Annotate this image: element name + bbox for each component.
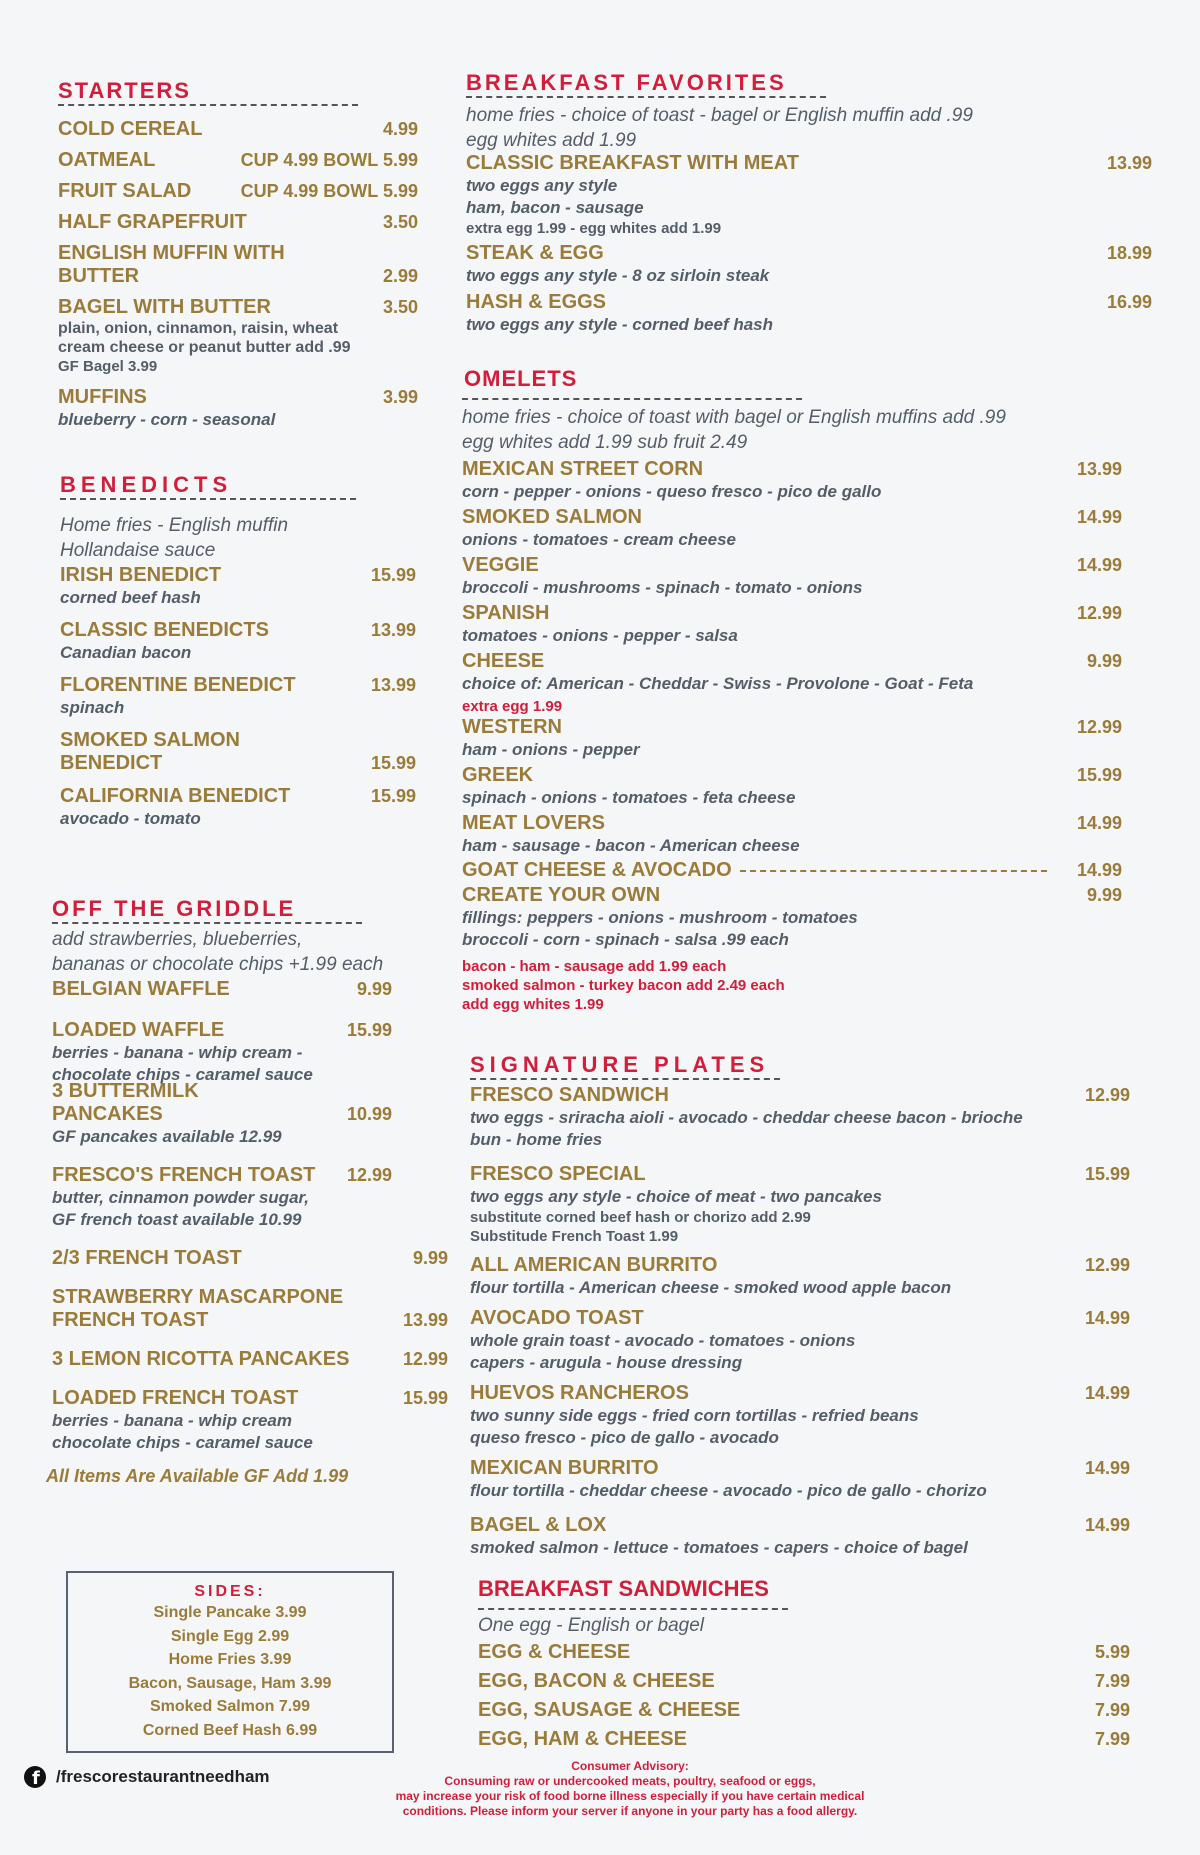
menu-item-oatmeal: OATMEAL CUP 4.99 BOWL 5.99 [58,149,418,171]
side-item: Corned Beef Hash 6.99 [142,1721,318,1739]
omelets-divider [462,398,802,400]
menu-item-smoked-salmon-benedict: SMOKED SALMON BENEDICT 15.99 [60,729,416,774]
facebook-icon: f [24,1766,46,1788]
menu-item-half-grapefruit: HALF GRAPEFRUIT 3.50 [58,211,418,233]
sandwiches-intro: One egg - English or bagel [478,1615,705,1636]
breakfast-favorites-intro: home fries - choice of toast - bagel or English muffin add .99 [466,105,973,126]
advisory-line: conditions. Please inform your server if anyone in your party has a food allergy. [402,1804,858,1818]
advisory-line: may increase your risk of food borne illness especially if you have certain medical [395,1789,865,1803]
signature-section [470,1052,1130,1559]
sandwiches-section [478,1576,1130,1751]
side-item: Single Pancake 3.99 [153,1604,307,1621]
consumer-advisory [300,1759,960,1819]
menu-item-mexican-street-corn: MEXICAN STREET CORN 13.99 corn - pepper - onions - queso fresco - pico de gallo [462,458,1122,501]
benedicts-intro: Home fries - English muffin [60,515,289,536]
signature-heading: SIGNATURE PLATES [470,1052,770,1077]
side-item: Bacon, Sausage, Ham 3.99 [128,1674,332,1692]
menu-item-classic-benedicts: CLASSIC BENEDICTS 13.99 Canadian bacon [60,619,416,662]
sandwiches-heading: BREAKFAST SANDWICHES [478,1576,769,1601]
menu-item-loaded-waffle: LOADED WAFFLE 15.99 berries - banana - whip cream - chocolate chips - caramel sauce [52,1019,392,1084]
sides-box [66,1571,394,1753]
facebook-handle: /frescorestaurantneedham [56,1767,270,1786]
menu-item-create-your-own: CREATE YOUR OWN 9.99 fillings: peppers - onions - mushroom - tomatoes broccoli - corn - spinach - salsa .99 each [462,884,1122,949]
breakfast-favorites-heading: BREAKFAST FAVORITES [466,70,787,95]
menu-item-fresco-special: FRESCO SPECIAL 15.99 two eggs any style - choice of meat - two pancakes substitute corned beef hash or chorizo add 2.99 Substitude French Toast 1.99 [470,1163,1130,1245]
menu-item-fruit-salad: FRUIT SALAD CUP 4.99 BOWL 5.99 [58,180,418,202]
omelets-heading: OMELETS [464,366,578,391]
menu-item-loaded-french-toast: LOADED FRENCH TOAST 15.99 berries - banana - whip cream chocolate chips - caramel sauce [52,1387,448,1452]
benedicts-section [60,472,416,830]
side-item: Smoked Salmon 7.99 [149,1698,311,1715]
menu-item-lemon-ricotta: 3 LEMON RICOTTA PANCAKES 12.99 [52,1348,448,1370]
starters-heading: STARTERS [58,78,191,103]
griddle-section [46,896,448,1487]
breakfast-favorites-intro-2: egg whites add 1.99 [466,130,637,151]
griddle-intro: add strawberries, blueberries, [52,929,303,950]
menu-item-2-3-french-toast: 2/3 FRENCH TOAST 9.99 [52,1247,448,1269]
side-item: Single Egg 2.99 [170,1627,290,1645]
advisory-title: Consumer Advisory: [571,1759,689,1773]
sides-heading: SIDES: [194,1583,266,1600]
menu-item-cold-cereal: COLD CEREAL 4.99 [58,118,418,140]
sandwiches-divider [478,1608,788,1610]
menu-item-florentine-benedict: FLORENTINE BENEDICT 13.99 spinach [60,674,416,717]
menu-item-classic-breakfast: CLASSIC BREAKFAST WITH MEAT 13.99 two eggs any style ham, bacon - sausage extra egg 1.99 - egg whites add 1.99 [466,152,1152,237]
menu-item-steak-egg: STEAK & EGG 18.99 two eggs any style - 8 oz sirloin steak [466,242,1152,285]
menu-item-buttermilk-pancakes: 3 BUTTERMILK PANCAKES 10.99 GF pancakes available 12.99 [52,1080,392,1146]
menu-item-hash-eggs: HASH & EGGS 16.99 two eggs any style - corned beef hash [466,291,1152,334]
gf-note: All Items Are Available GF Add 1.99 [46,1466,349,1486]
omelets-intro-2: egg whites add 1.99 sub fruit 2.49 [462,432,748,453]
advisory-line: Consuming raw or undercooked meats, poultry, seafood or eggs, [444,1774,816,1788]
menu-item-belgian-waffle: BELGIAN WAFFLE 9.99 [52,978,392,1000]
menu-item-fresco-sandwich: FRESCO SANDWICH 12.99 two eggs - sriracha aioli - avocado - cheddar cheese bacon - brioche bun - home fries [470,1084,1130,1149]
griddle-intro-2: bananas or chocolate chips +1.99 each [52,954,384,975]
menu-item-egg-cheese: EGG & CHEESE 5.99 [478,1641,1130,1663]
omelets-intro: home fries - choice of toast with bagel or English muffins add .99 [462,407,1006,428]
omelets-section [462,366,1122,1014]
griddle-heading: OFF THE GRIDDLE [52,896,297,921]
menu-item-english-muffin: ENGLISH MUFFIN WITH BUTTER 2.99 [58,242,418,287]
menu-item-huevos-rancheros: HUEVOS RANCHEROS 14.99 two sunny side eggs - fried corn tortillas - refried beans queso fresco - pico de gallo - avocado [470,1382,1130,1447]
dotted-leader [740,870,1047,872]
menu-item-muffins: MUFFINS 3.99 blueberry - corn - seasonal [58,386,418,429]
omelet-addon-note: bacon - ham - sausage add 1.99 each [462,958,727,975]
menu-item-strawberry-mascarpone: STRAWBERRY MASCARPONE FRENCH TOAST 13.99 [52,1286,448,1331]
menu-item-egg-ham-cheese: EGG, HAM & CHEESE 7.99 [478,1728,1130,1750]
breakfast-favorites-section [462,70,1152,336]
menu-item-egg-bacon-cheese: EGG, BACON & CHEESE 7.99 [478,1670,1130,1692]
benedicts-intro-2: Hollandaise sauce [60,540,216,561]
menu-item-irish-benedict: IRISH BENEDICT 15.99 corned beef hash [60,564,416,607]
menu-item-meat-lovers: MEAT LOVERS 14.99 ham - sausage - bacon - American cheese [462,812,1122,855]
menu-item-goat-cheese-avocado: GOAT CHEESE & AVOCADO 14.99 [462,859,1122,881]
menu-item-egg-sausage-cheese: EGG, SAUSAGE & CHEESE 7.99 [478,1699,1130,1721]
omelet-addon-note: add egg whites 1.99 [462,996,604,1013]
menu-item-smoked-salmon-omelet: SMOKED SALMON 14.99 onions - tomatoes - cream cheese [462,506,1122,549]
menu-item-frescos-french-toast: FRESCO'S FRENCH TOAST 12.99 butter, cinnamon powder sugar, GF french toast available 10.99 [52,1164,392,1229]
menu-item-bagel-lox: BAGEL & LOX 14.99 smoked salmon - lettuce - tomatoes - capers - choice of bagel [470,1514,1130,1557]
menu-item-bagel: BAGEL WITH BUTTER 3.50 plain, onion, cinnamon, raisin, wheat cream cheese or peanut butter add .99 GF Bagel 3.99 [58,296,418,375]
menu-item-california-benedict: CALIFORNIA BENEDICT 15.99 avocado - tomato [60,785,416,828]
menu-item-spanish: SPANISH 12.99 tomatoes - onions - pepper - salsa [462,602,1122,645]
side-item: Home Fries 3.99 [168,1651,292,1668]
menu-item-avocado-toast: AVOCADO TOAST 14.99 whole grain toast - avocado - tomatoes - onions capers - arugula - house dressing [470,1307,1130,1372]
menu-item-greek: GREEK 15.99 spinach - onions - tomatoes - feta cheese [462,764,1122,807]
menu-item-cheese: CHEESE 9.99 choice of: American - Cheddar - Swiss - Provolone - Goat - Feta extra egg 1.99 [462,650,1122,715]
omelet-addon-note: smoked salmon - turkey bacon add 2.49 each [462,977,785,994]
menu-item-veggie: VEGGIE 14.99 broccoli - mushrooms - spinach - tomato - onions [462,554,1122,597]
menu-item-western: WESTERN 12.99 ham - onions - pepper [462,716,1122,759]
menu-item-all-american-burrito: ALL AMERICAN BURRITO 12.99 flour tortilla - American cheese - smoked wood apple bacon [470,1254,1130,1297]
starters-section [58,78,418,431]
facebook-link[interactable] [24,1766,270,1788]
menu-item-mexican-burrito: MEXICAN BURRITO 14.99 flour tortilla - cheddar cheese - avocado - pico de gallo - chorizo [470,1457,1130,1500]
benedicts-heading: BENEDICTS [60,472,233,497]
